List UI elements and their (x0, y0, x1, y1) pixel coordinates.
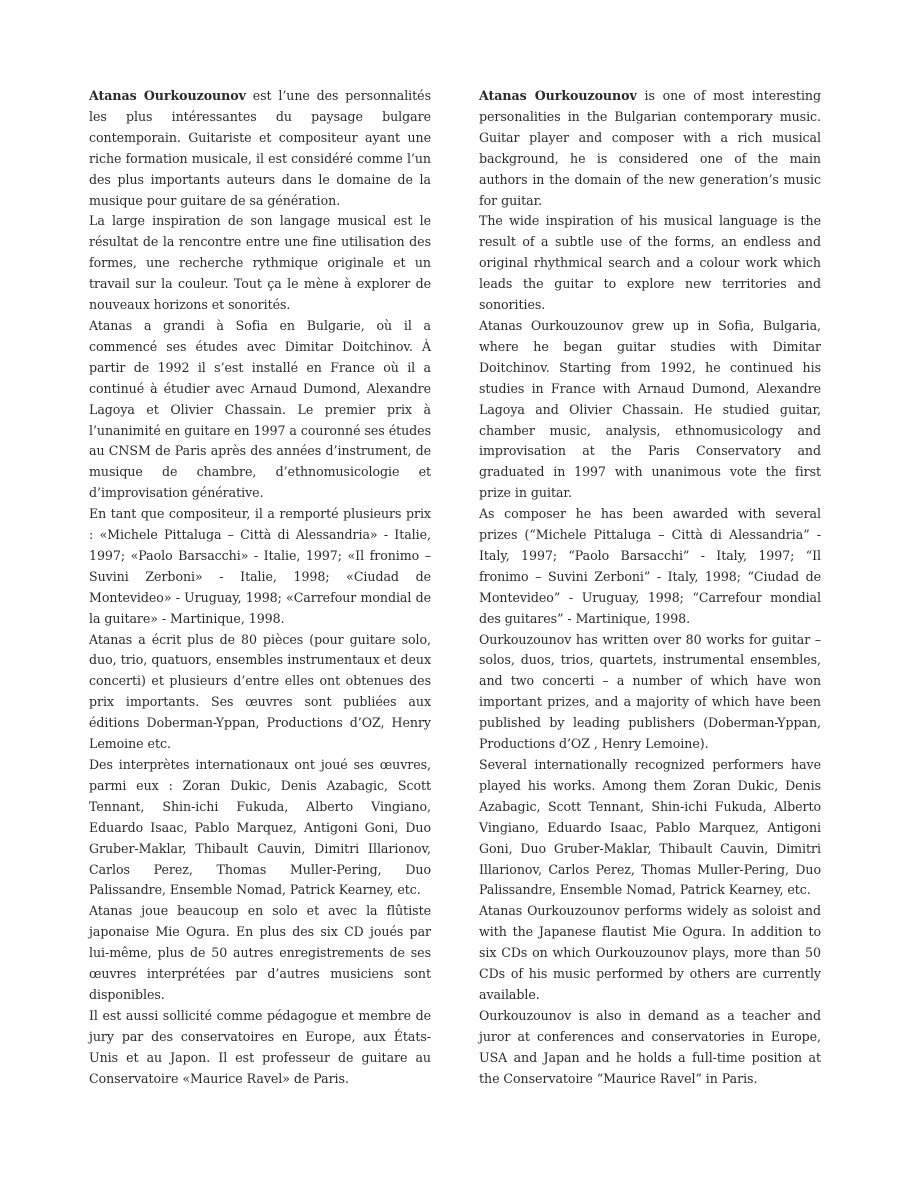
english-paragraph-teaching: Ourkouzounov is also in demand as a teacher and juror at conferences and conservatories in Europe, USA and Japan and he holds a full-time position at the Conservatoire “Maurice Ravel” in Paris. (479, 1007, 821, 1086)
french-paragraph-intro (89, 86, 431, 211)
french-paragraph-prizes: En tant que compositeur, il a remporté plusieurs prix : «Michele Pittaluga – Città di Alessandria» - Italie, 1997; «Paolo Barsacchi» - Italie, 1997; «Il fronimo – Suvini Zerboni» - Italie, 1998; «Ciudad de Montevideo» - Uruguay, 1998; «Carrefour mondial de la guitare» - Martinique, 1998. (89, 506, 431, 626)
english-biography-column (479, 86, 821, 1090)
french-paragraph-teaching: Il est aussi sollicité comme pédagogue et membre de jury par des conservatoires en Europe, aux États-Unis et au Japon. Il est professeur de guitare au Conservatoire «Maurice Ravel» de Paris. (89, 1007, 431, 1086)
french-artist-name: Atanas Ourkouzounov (89, 88, 246, 103)
french-intro-text: est l’une des personnalités les plus intéressantes du paysage bulgare contemporain. Guitariste et compositeur ayant une riche formation musicale, il est considéré comme l’un des plus importants auteurs dans le domaine de la musique pour guitare de sa génération. (89, 88, 431, 208)
french-paragraph-works: Atanas a écrit plus de 80 pièces (pour guitare solo, duo, trio, quatuors, ensembles instrumentaux et deux concerti) et plusieurs d’entre elles ont obtenues des prix importants. Ses œuvres sont publiées aux éditions Doberman-Yppan, Productions d’OZ, Henry Lemoine etc. (89, 631, 431, 752)
english-paragraph-performers: Several internationally recognized performers have played his works. Among them Zoran Dukic, Denis Azabagic, Scott Tennant, Shin-ichi Fukuda, Alberto Vingiano, Eduardo Isaac, Pablo Marquez, Antigoni Goni, Duo Gruber-Maklar, Thibault Cauvin, Dimitri Illarionov, Carlos Perez, Thomas Muller-Pering, Duo Palissandre, Ensemble Nomad, Patrick Kearney, etc. (479, 757, 821, 898)
french-biography-column (89, 86, 431, 1090)
english-paragraph-inspiration: The wide inspiration of his musical language is the result of a subtle use of the forms, an endless and original rhythmical search and a colour work which leads the guitar to explore new territories and sonorities. (479, 213, 821, 313)
english-paragraph-recordings: Atanas Ourkouzounov performs widely as soloist and with the Japanese flautist Mie Ogura. In addition to six CDs on which Ourkouzounov plays, more than 50 CDs of his music performed by others are currently available. (479, 903, 821, 1002)
french-paragraph-performers: Des interprètes internationaux ont joué ses œuvres, parmi eux : Zoran Dukic, Denis Azabagic, Scott Tennant, Shin-ichi Fukuda, Alberto Vingiano, Eduardo Isaac, Pablo Marquez, Antigoni Goni, Duo Gruber-Maklar, Thibault Cauvin, Dimitri Illarionov, Carlos Perez, Thomas Muller-Pering, Duo Palissandre, Ensemble Nomad, Patrick Kearney, etc. (89, 757, 431, 898)
english-paragraph-education: Atanas Ourkouzounov grew up in Sofia, Bulgaria, where he began guitar studies with Dimitar Doitchinov. Starting from 1992, he continued his studies in France with Arnaud Dumond, Alexandre Lagoya and Olivier Chassain. He studied guitar, chamber music, analysis, ethnomusicology and improvisation at the Paris Conservatory and graduated in 1997 with unanimous vote the first prize in guitar. (479, 317, 821, 501)
english-paragraph-works: Ourkouzounov has written over 80 works for guitar – solos, duos, trios, quartets, instrumental ensembles, and two concerti – a number of which have won important prizes, and a majority of which have been published by leading publishers (Doberman-Yppan, Productions d’OZ , Henry Lemoine). (479, 631, 821, 752)
french-paragraph-recordings: Atanas joue beaucoup en solo et avec la flûtiste japonaise Mie Ogura. En plus des six CD joués par lui-même, plus de 50 autres enregistrements de ses œuvres interprétées par d’autres musiciens sont disponibles. (89, 903, 431, 1002)
english-paragraph-prizes: As composer he has been awarded with several prizes (“Michele Pittaluga – Città di Alessandria” - Italy, 1997; “Paolo Barsacchi” - Italy, 1997; “Il fronimo – Suvini Zerboni” - Italy, 1998; “Ciudad de Montevideo” - Uruguay, 1998; “Carrefour mondial des guitares” - Martinique, 1998. (479, 506, 821, 626)
english-artist-name: Atanas Ourkouzounov (479, 88, 637, 103)
french-paragraph-education: Atanas a grandi à Sofia en Bulgarie, où il a commencé ses études avec Dimitar Doitchinov. À partir de 1992 il s’est installé en France où il a continué à étudier avec Arnaud Dumond, Alexandre Lagoya et Olivier Chassain. Le premier prix à l’unanimité en guitare en 1997 a couronné ses études au CNSM de Paris après des années d’instrument, de musique de chambre, d’ethnomusicologie et d’improvisation générative. (89, 317, 431, 501)
french-paragraph-inspiration: La large inspiration de son langage musical est le résultat de la rencontre entre une fine utilisation des formes, une recherche rythmique originale et un travail sur la couleur. Tout ça le mène à explorer de nouveaux horizons et sonorités. (89, 213, 431, 313)
english-intro-text: is one of most interesting personalities in the Bulgarian contemporary music. Guitar player and composer with a rich musical background, he is considered one of the main authors in the domain of the new generation’s music for guitar. (479, 88, 821, 208)
english-paragraph-intro (479, 86, 821, 211)
